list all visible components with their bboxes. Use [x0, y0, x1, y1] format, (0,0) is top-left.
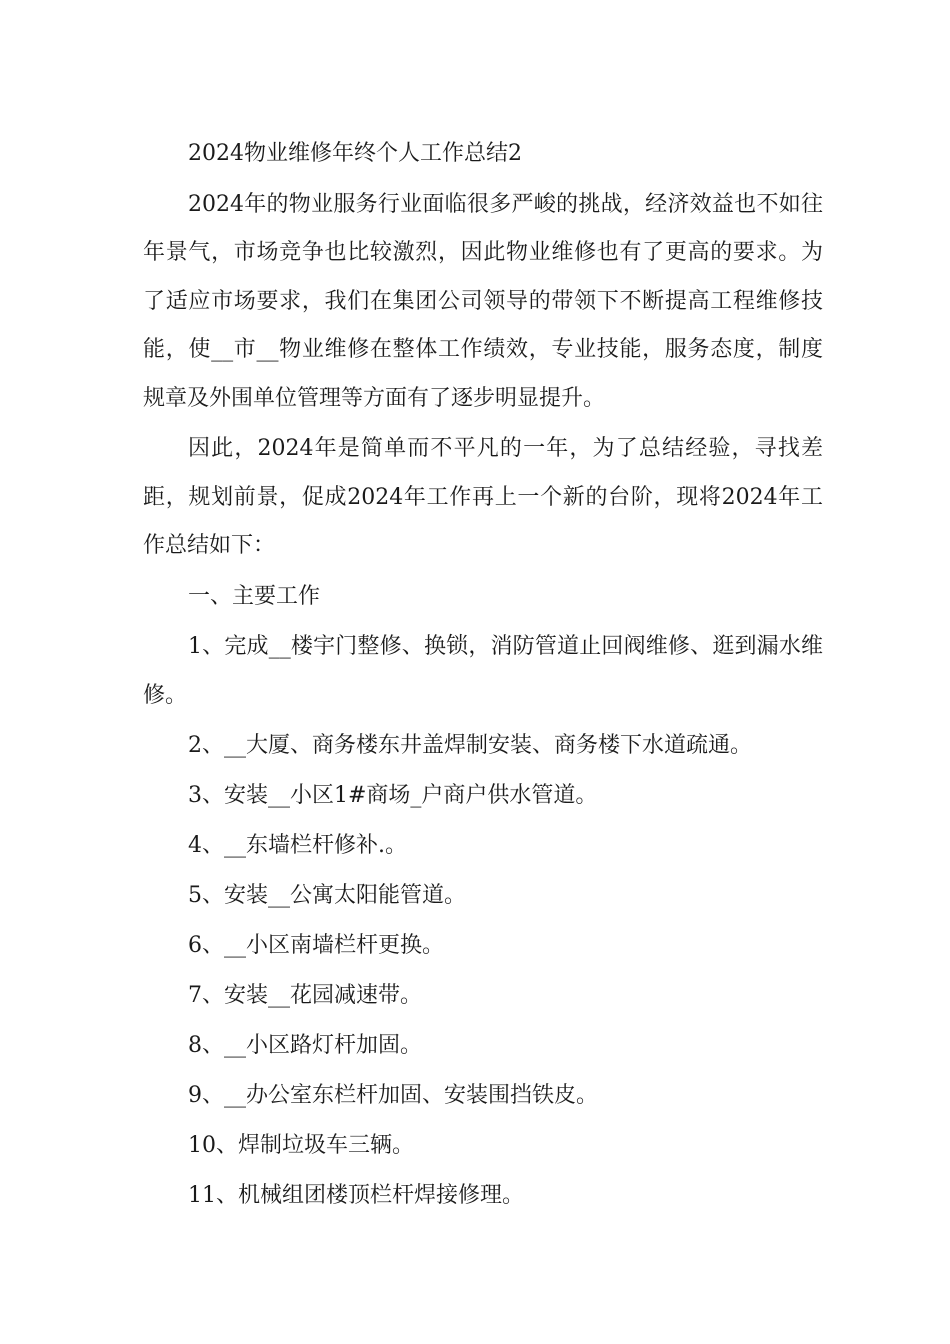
list-item: 6、__小区南墙栏杆更换。 [188, 932, 444, 958]
list-item: 11、机械组团楼顶栏杆焊接修理。 [188, 1182, 524, 1208]
list-item: 4、__东墙栏杆修补.。 [188, 832, 407, 858]
list-item: 7、安装__花园减速带。 [188, 982, 422, 1008]
list-item: 3、安装__小区1#商场_户商户供水管道。 [188, 782, 598, 808]
document-title: 2024物业维修年终个人工作总结2 [188, 141, 522, 166]
document-page [143, 130, 823, 1222]
intro-paragraph: 2024年的物业服务行业面临很多严峻的挑战，经济效益也不如往年景气，市场竞争也比较激烈，因此物业维修也有了更高的要求。为了适应市场要求，我们在集团公司领导的带领下不断提高工程维修技能，使__市__物业维修在整体工作绩效，专业技能，服务态度，制度规章及外围单位管理等方面有了逐步明显提升。 [143, 191, 823, 411]
section-heading: 一、主要工作 [188, 583, 321, 609]
list-item: 10、焊制垃圾车三辆。 [188, 1132, 414, 1158]
list-item: 1、完成__楼宇门整修、换锁，消防管道止回阀维修、逛到漏水维修。 [143, 634, 823, 708]
list-item: 2、__大厦、商务楼东井盖焊制安装、商务楼下水道疏通。 [188, 732, 752, 758]
list-item: 8、__小区路灯杆加固。 [188, 1032, 422, 1058]
list-item: 9、__办公室东栏杆加固、安装围挡铁皮。 [188, 1082, 598, 1108]
summary-paragraph: 因此，2024年是简单而不平凡的一年，为了总结经验，寻找差距，规划前景，促成2024年工作再上一个新的台阶，现将2024年工作总结如下： [143, 436, 823, 558]
list-item: 5、安装__公寓太阳能管道。 [188, 882, 466, 908]
